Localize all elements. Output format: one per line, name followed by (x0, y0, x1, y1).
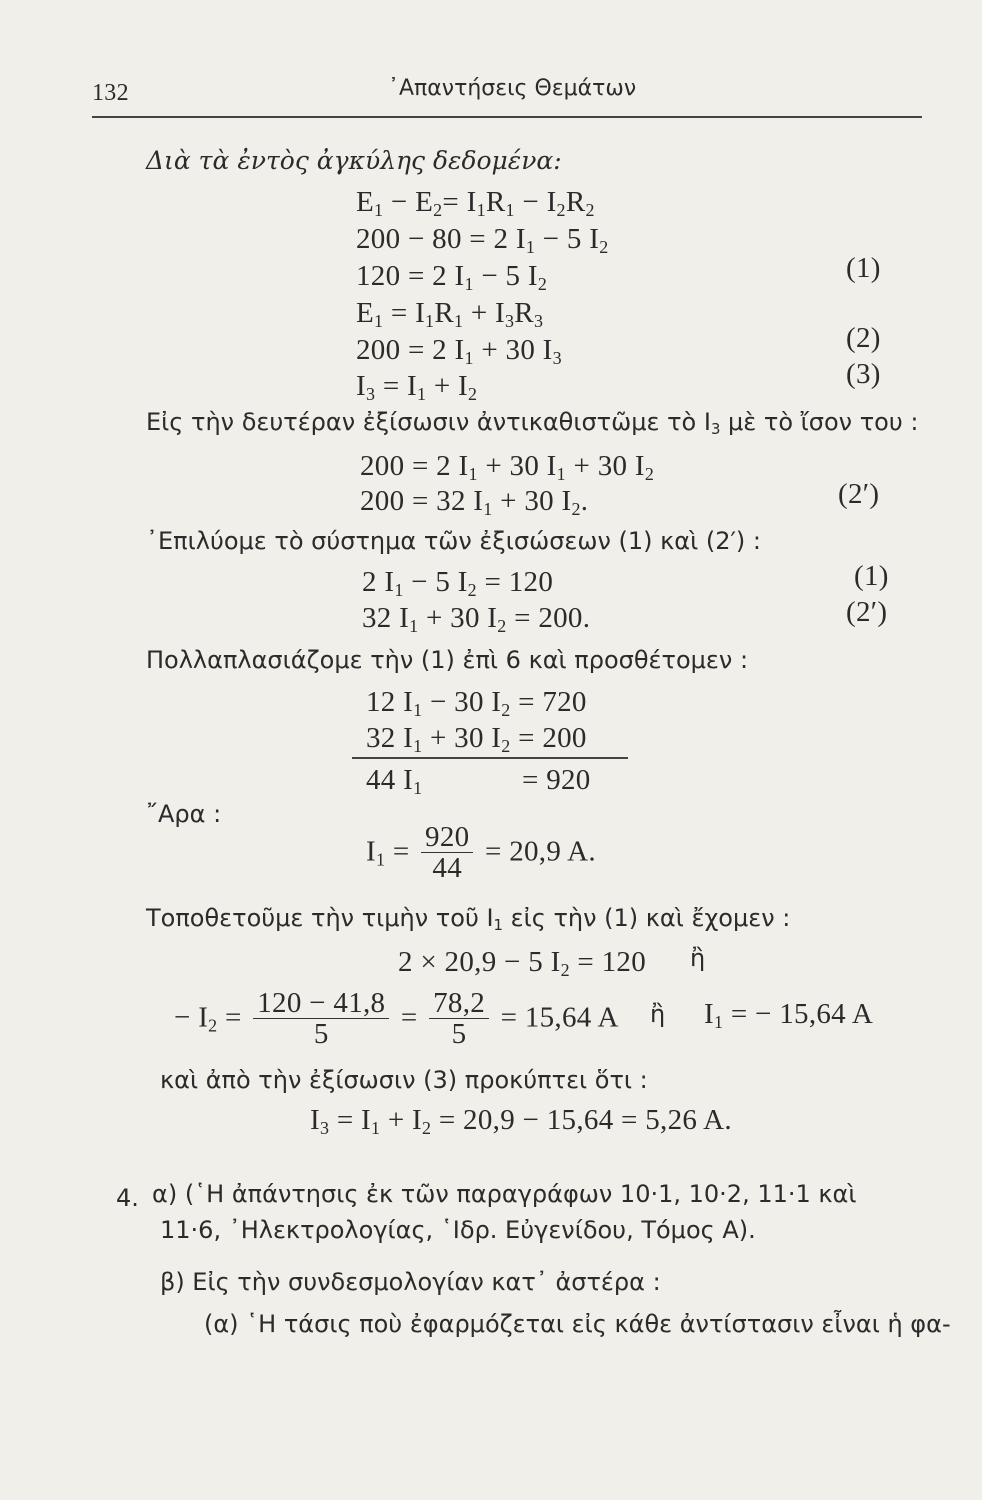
result-i3: $I_3 = I_1 + I_2 = 20,9 - 15,64 = 5,26$ A. (310, 1104, 732, 1139)
equation-13-rhs: = 920 (522, 764, 591, 796)
equation-4: $E_1 = I_1R_1 + I_3R_3$ (356, 297, 544, 332)
alt-equation: $I_1$ = − 15,64 A (704, 998, 874, 1033)
item-4-beta: β) Εἰς τὴν συνδεσμολογίαν κατ᾿ ἀστέρα : (160, 1268, 661, 1296)
item-number-4: 4. (116, 1184, 139, 1212)
paragraph-from-equation-3: καὶ ἀπὸ τὴν ἐξίσωσιν (3) προκύπτει ὅτι : (160, 1066, 648, 1094)
equation-tag-1b: (1) (854, 560, 889, 592)
equation-7: 200 = 2 $I_1 + 30$ $I_1 + 30$ $I_2$ (360, 450, 655, 485)
paragraph-substitute: Εἰς τὴν δευτέραν ἐξίσωσιν ἀντικαθιστῶμε τὸ $I_3$ μὲ τὸ ἴσον του : (146, 408, 919, 439)
equation-tag-1: (1) (846, 252, 881, 284)
ara-label: ῎Αρα : (146, 800, 222, 828)
equation-1: $E_1 - E_2= I_1R_1 - I_2R_2$ (356, 186, 595, 221)
equation-13: 44 $I_1$ (366, 764, 423, 799)
paragraph-multiply: Πολλαπλασιάζομε τὴν (1) ἐπὶ 6 καὶ προσθέτομεν : (146, 646, 749, 674)
equation-2: 200 − 80 = 2 $I_1 - 5$ $I_2$ (356, 223, 609, 258)
running-title: ᾿Απαντήσεις Θεμάτων (388, 76, 637, 101)
paragraph-place-value: Τοποθετοῦμε τὴν τιμὴν τοῦ $I_1$ εἰς τὴν (1) καὶ ἔχομεν : (146, 904, 791, 935)
equation-3: 120 = 2 $I_1 - 5$ $I_2$ (356, 260, 548, 295)
page-number: 132 (92, 80, 129, 106)
item-4-beta-a: (α) ῾Η τάσις ποὺ ἐφαρμόζεται εἰς κάθε ἀντίστασιν εἶναι ἡ φα- (204, 1310, 951, 1338)
equation-12: 32 $I_1 + 30$ $I_2 = 200$ (366, 722, 587, 757)
step-equation-1: 2 × 20,9 − 5 $I_2 = 120$ (398, 946, 647, 981)
item-4-alpha-line-2: 11·6, ᾿Ηλεκτρολογίας, ῾Ιδρ. Εὐγενίδου, Τόμος A). (160, 1216, 756, 1244)
header-rule (92, 116, 922, 118)
equation-5: 200 = 2 $I_1 + 30$ $I_3$ (356, 334, 562, 369)
equation-10: 32 $I_1 + 30$ $I_2 = 200$. (362, 602, 591, 637)
result-i1: $I_1$ = $\frac{920}{44}$ = 20,9 A. (366, 821, 596, 885)
or-word-1: ἢ (690, 944, 706, 972)
equation-tag-3: (3) (846, 358, 881, 390)
step-equation-2: − $I_2$ = $\frac{120 - 41,8}{5}$ = $\frac{78,2}{5}$ = 15,64 A (174, 987, 619, 1051)
equation-8: 200 = 32 $I_1 + 30$ $I_2$. (360, 485, 589, 520)
sum-rule (352, 757, 628, 759)
equation-tag-2pb: (2′) (846, 596, 888, 628)
equation-9: 2 $I_1 - 5$ $I_2 = 120$ (362, 566, 554, 601)
equation-6: $I_3 = I_1 + I_2$ (356, 370, 478, 405)
or-word-2: ἢ (650, 1000, 666, 1028)
intro-text: Διὰ τὰ ἐντὸς ἀγκύλης δεδομένα: (146, 146, 562, 175)
paragraph-solve-system: ᾿Επιλύομε τὸ σύστημα τῶν ἐξισώσεων (1) καὶ (2′) : (146, 527, 762, 555)
equation-tag-2p: (2′) (838, 478, 880, 510)
item-4-alpha-line-1: α) (῾Η ἀπάντησις ἐκ τῶν παραγράφων 10·1, 10·2, 11·1 καὶ (152, 1180, 857, 1208)
equation-11: 12 $I_1 - 30$ $I_2 = 720$ (366, 686, 587, 721)
equation-tag-2: (2) (846, 322, 881, 354)
